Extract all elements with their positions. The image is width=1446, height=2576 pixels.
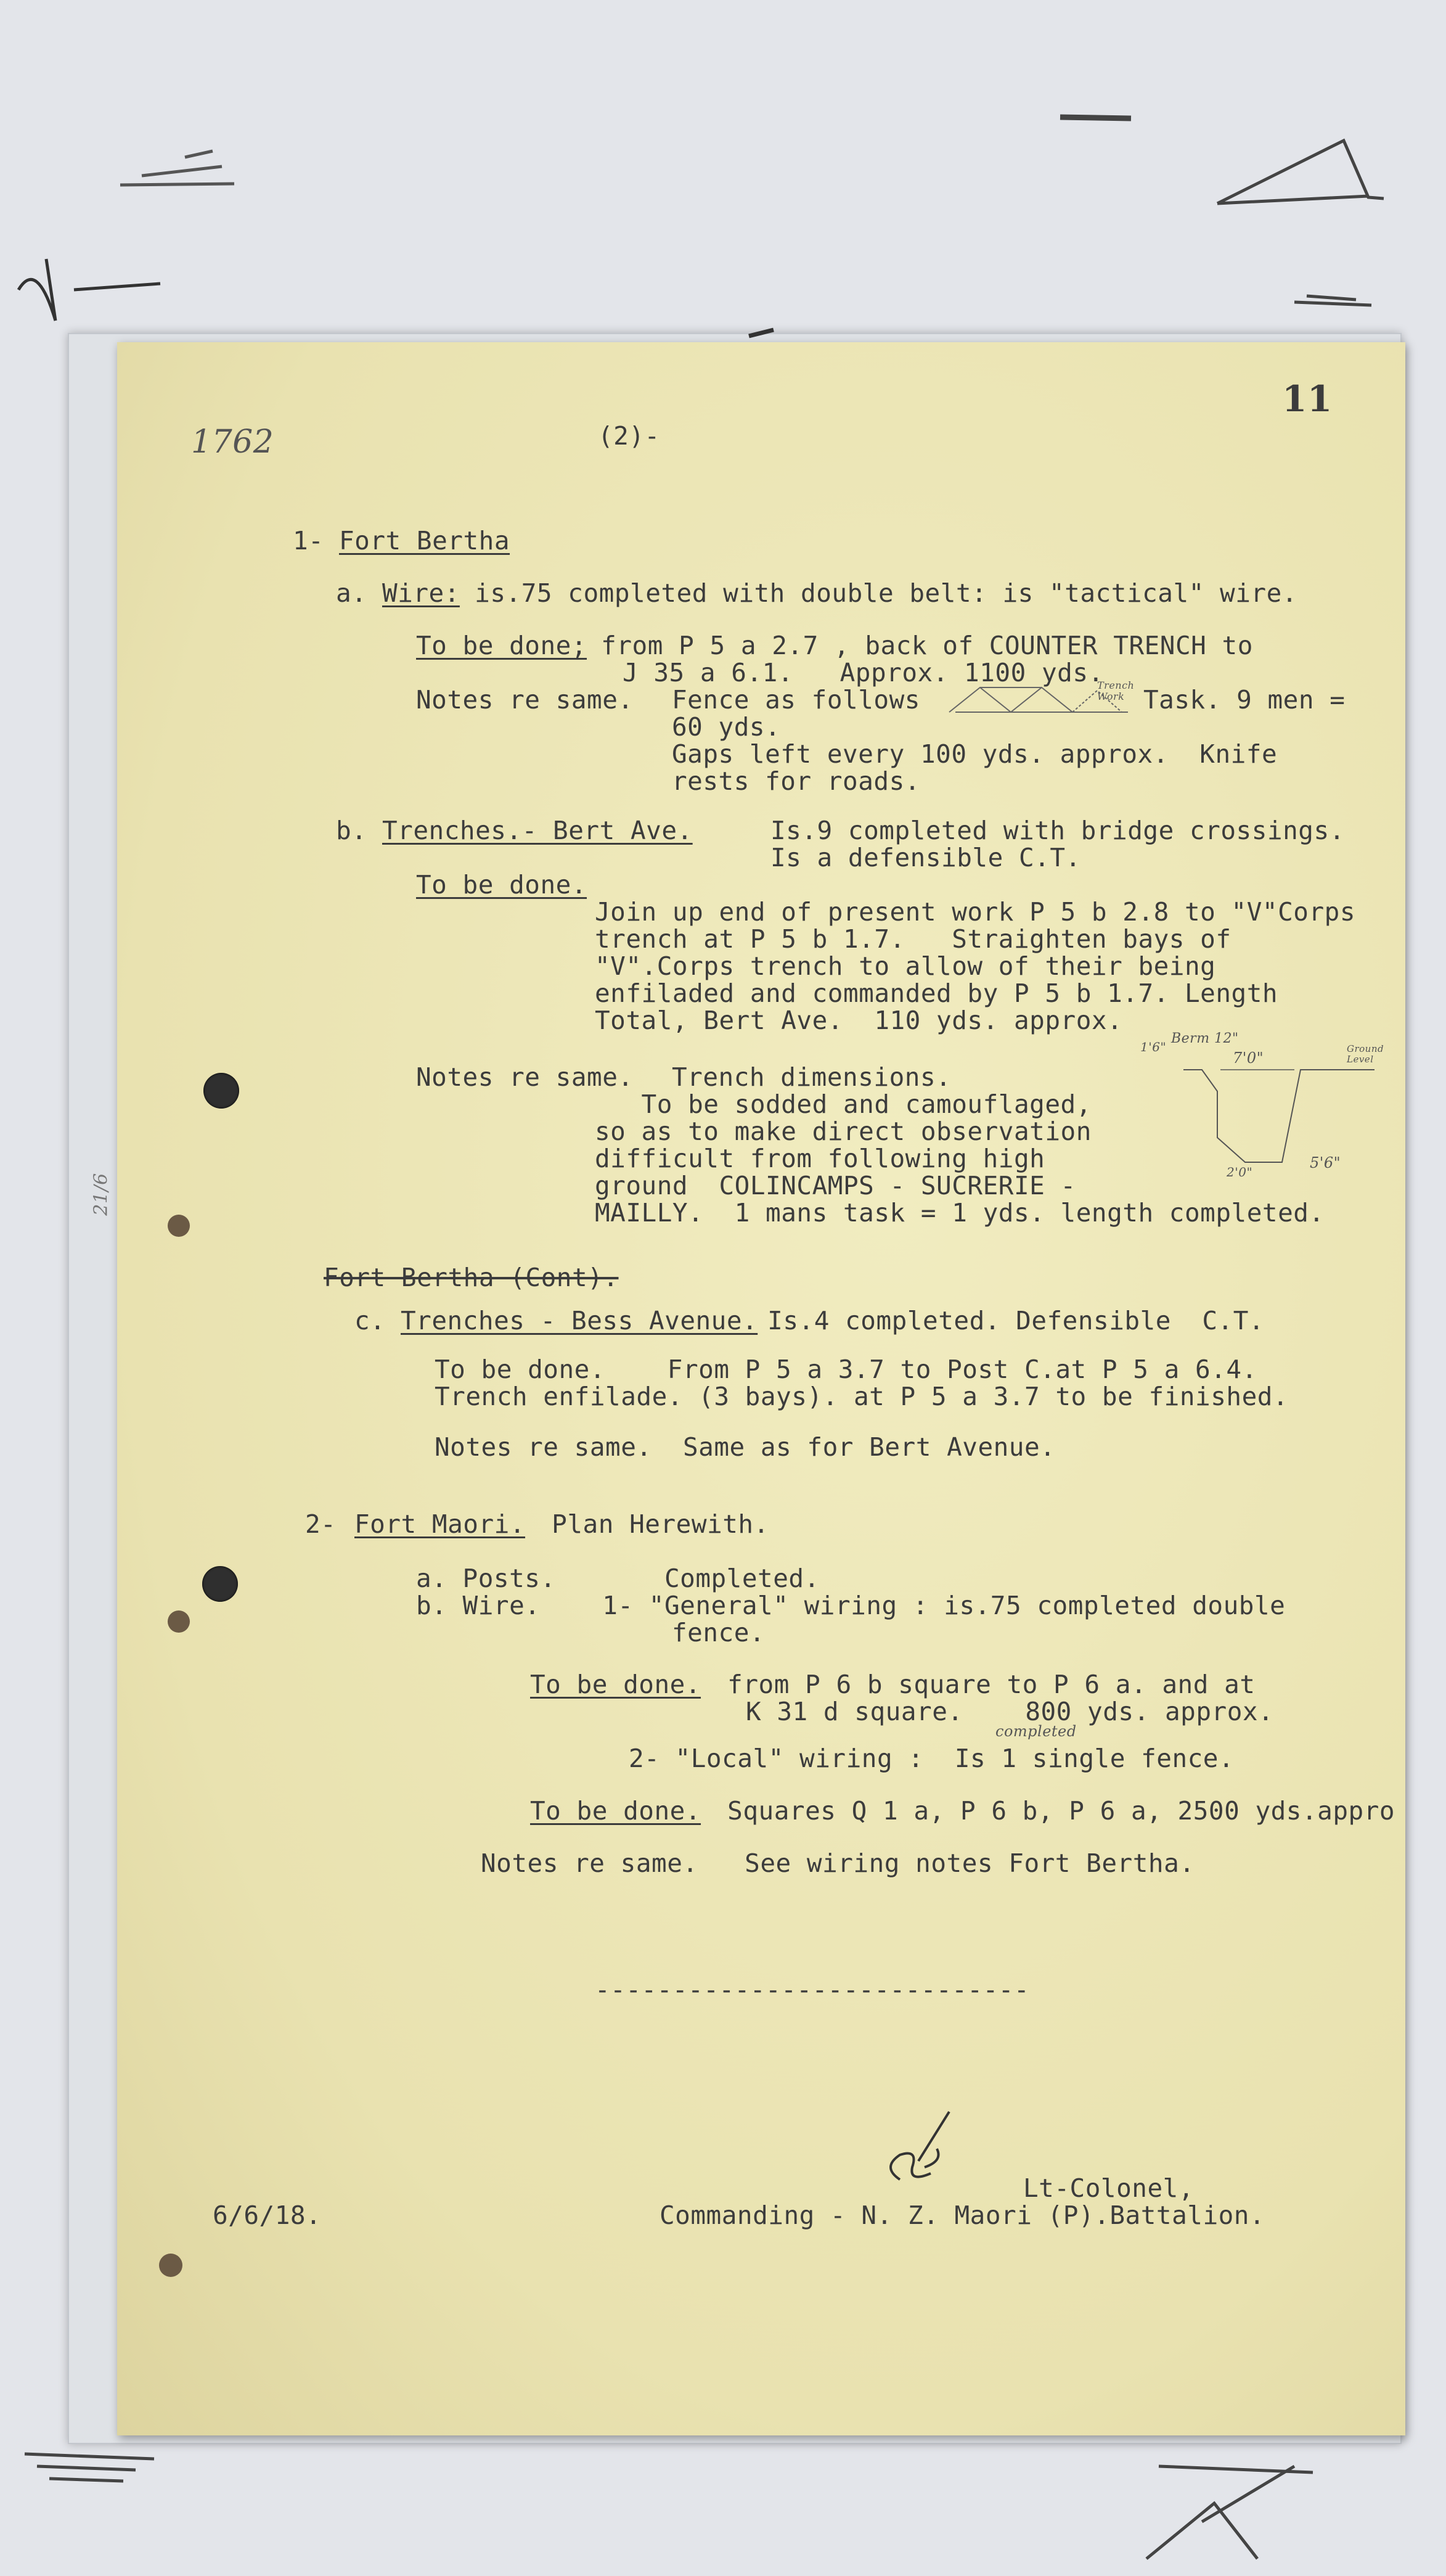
todo-text: enfiladed and commanded by P 5 b 1.7. Length (595, 978, 1278, 1008)
notes-text: Trench dimensions. (672, 1062, 952, 1092)
notes-text: Gaps left every 100 yds. approx. Knife (672, 739, 1278, 769)
struck-heading: Fort Bertha (Cont). (324, 1263, 619, 1292)
item-prefix: a. (336, 578, 367, 608)
todo-label: To be done. (530, 1670, 701, 1699)
item-text: is.75 completed with double belt: is "tactical" wire. (459, 578, 1297, 608)
sketch-label: Trench Work (1097, 679, 1135, 702)
sketch-label: 5'6" (1310, 1154, 1341, 1171)
notes-text: difficult from following high (595, 1144, 1045, 1173)
signatory-command: Commanding - N. Z. Maori (P).Battalion. (660, 2201, 1265, 2230)
todo-text: from P 5 a 2.7 , back of COUNTER TRENCH to (586, 631, 1253, 660)
eyelet (168, 1215, 190, 1237)
todo-text: Squares Q 1 a, P 6 b, P 6 a, 2500 yds.appro (712, 1796, 1395, 1826)
item-prefix: c. (354, 1306, 386, 1335)
eyelet (159, 2254, 182, 2277)
todo-text: Trench enfilade. (3 bays). at P 5 a 3.7 to be finished. (435, 1382, 1289, 1411)
notes-label: Notes re same. (416, 1062, 634, 1092)
folio-number: 11 (1282, 378, 1333, 420)
notes-text: rests for roads. (672, 766, 920, 796)
eyelet (168, 1610, 190, 1633)
handwritten-insert: completed (995, 1723, 1077, 1740)
item-text: b. Wire. 1- "General" wiring : is.75 completed double (416, 1591, 1286, 1620)
item-label: Trenches.- Bert Ave. (382, 816, 693, 845)
sketch-label: 1'6" (1140, 1040, 1167, 1054)
sketch-label: 7'0" (1233, 1049, 1264, 1067)
page-marker: (2)- (598, 421, 660, 451)
pencil-scribbles-bottom (0, 2429, 1446, 2576)
item-text: Is.9 completed with bridge crossings. (770, 816, 1345, 845)
margin-note: 21/6 (90, 1173, 112, 1216)
reference-number: 1762 (191, 424, 274, 461)
notes-label: Notes re same. (416, 685, 634, 715)
section-number: 1- (293, 526, 324, 556)
todo-text: from P 6 b square to P 6 a. and at (712, 1670, 1256, 1699)
pencil-scribbles (0, 0, 1446, 345)
signature-mark (875, 2106, 974, 2192)
todo-text: "V".Corps trench to allow of their being (595, 951, 1216, 981)
signatory-rank: Lt-Colonel, (1023, 2173, 1195, 2203)
sketch-label: Ground Level (1347, 1043, 1384, 1065)
notes-text: MAILLY. 1 mans task = 1 yds. length completed. (595, 1198, 1325, 1228)
item-label: Trenches - Bess Avenue. (401, 1306, 758, 1335)
item-label: Wire: (382, 578, 460, 608)
document-date: 6/6/18. (213, 2201, 322, 2230)
item-text: Is.4 completed. Defensible C.T. (752, 1306, 1265, 1335)
separator-line: ---------------------------- (595, 1975, 1030, 2004)
section-heading-tail: Plan Herewith. (536, 1509, 769, 1539)
section-number: 2- (305, 1509, 337, 1539)
section-heading: Fort Bertha (339, 526, 510, 556)
notes-text: ground COLINCAMPS - SUCRERIE - (595, 1171, 1076, 1200)
notes-text: so as to make direct observation (595, 1117, 1092, 1146)
notes-text: Task. 9 men = (1143, 685, 1346, 715)
todo-label: To be done. (530, 1796, 701, 1826)
todo-text: Total, Bert Ave. 110 yds. approx. (595, 1006, 1123, 1035)
todo-text: J 35 a 6.1. Approx. 1100 yds. (623, 658, 1104, 687)
notes-text: Notes re same. Same as for Bert Avenue. (435, 1432, 1056, 1462)
item-text: a. Posts. Completed. (416, 1564, 820, 1593)
sketch-label: 2'0" (1227, 1165, 1253, 1179)
notes-text: Fence as follows (672, 685, 920, 715)
sketch-label: Berm 12" (1171, 1031, 1239, 1046)
notes-text: 60 yds. (672, 712, 781, 742)
item-text: 2- "Local" wiring : Is 1 single fence. (629, 1744, 1235, 1773)
item-prefix: b. (336, 816, 367, 845)
notes-text: To be sodded and camouflaged, (595, 1089, 1092, 1119)
todo-text: K 31 d square. 800 yds. approx. (746, 1697, 1274, 1726)
item-text: fence. (672, 1618, 766, 1647)
todo-text: Join up end of present work P 5 b 2.8 to "V"Corps (595, 897, 1356, 927)
notes-text: Notes re same. See wiring notes Fort Bertha. (481, 1848, 1195, 1878)
document-page (90, 342, 1405, 2435)
item-text: Is a defensible C.T. (770, 843, 1081, 872)
todo-text: To be done. From P 5 a 3.7 to Post C.at P 5 a 6.4. (435, 1355, 1257, 1384)
todo-text: trench at P 5 b 1.7. Straighten bays of (595, 924, 1232, 954)
section-heading: Fort Maori. (354, 1509, 526, 1539)
punch-hole (203, 1073, 239, 1109)
punch-hole (202, 1566, 238, 1602)
todo-label: To be done; (416, 631, 587, 660)
todo-label: To be done. (416, 870, 587, 900)
